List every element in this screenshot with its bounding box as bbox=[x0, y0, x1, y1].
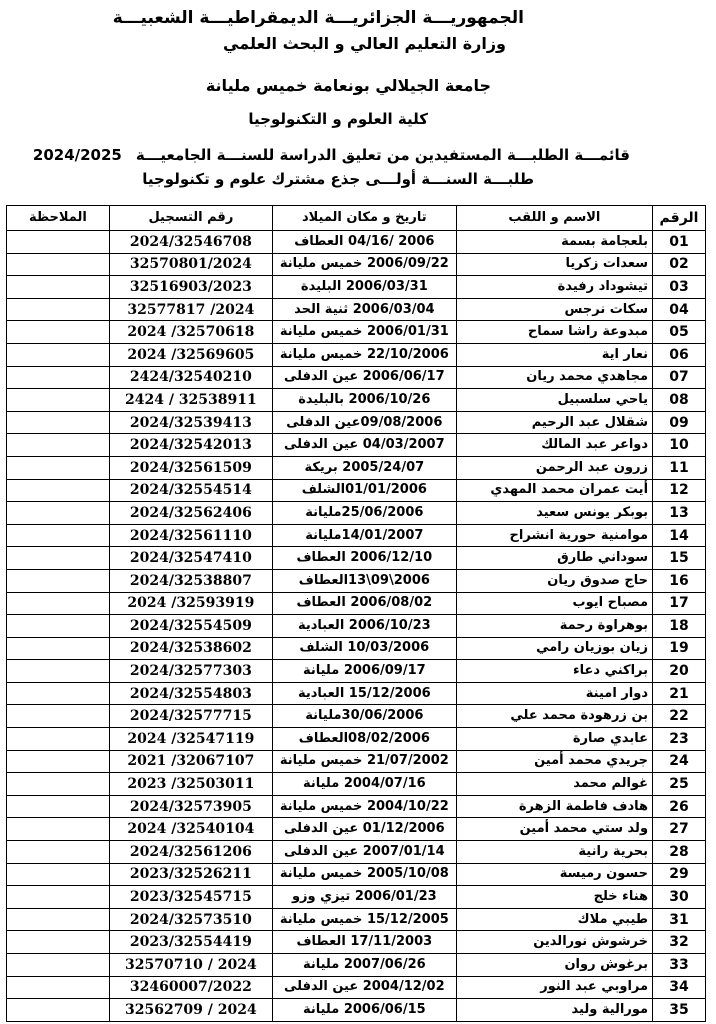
table-row bbox=[7, 750, 706, 773]
birth-date-place: 2004/10/22 خميس مليانة bbox=[272, 795, 456, 818]
note-cell bbox=[7, 456, 110, 479]
registration-number: 2024 /32540104 bbox=[109, 818, 272, 841]
note-cell bbox=[7, 479, 110, 502]
row-number: 12 bbox=[653, 479, 706, 502]
note-cell bbox=[7, 343, 110, 366]
birth-date-place: 14/01/2007مليانة bbox=[272, 524, 456, 547]
registration-number: 2024/32547410 bbox=[109, 547, 272, 570]
student-name: نعار اية bbox=[456, 343, 652, 366]
registration-number: 2023/32545715 bbox=[109, 886, 272, 909]
note-cell bbox=[7, 298, 110, 321]
row-number: 04 bbox=[653, 298, 706, 321]
list-subtitle: طلبـــة السنـــة أولـــى جذع مشترك علوم و تكنولوجيا bbox=[142, 170, 534, 188]
table-row bbox=[7, 456, 706, 479]
note-cell bbox=[7, 411, 110, 434]
birth-date-place: 2007/01/14 عين الدفلى bbox=[272, 841, 456, 864]
row-number: 11 bbox=[653, 456, 706, 479]
note-cell bbox=[7, 569, 110, 592]
faculty-title: كلية العلوم و التكنولوجيا bbox=[248, 110, 428, 128]
student-name: ياحي سلسبيل bbox=[456, 389, 652, 412]
registration-number: 2024/32542013 bbox=[109, 434, 272, 457]
birth-date-place: 17/11/2003 العطاف bbox=[272, 931, 456, 954]
student-name: سوداني طارق bbox=[456, 547, 652, 570]
birth-date-place: 01/01/2006الشلف bbox=[272, 479, 456, 502]
note-cell bbox=[7, 502, 110, 525]
header-registration: رقم التسجيل bbox=[109, 206, 272, 231]
registration-number: 2024/32554514 bbox=[109, 479, 272, 502]
registration-number: 32570710 / 2024 bbox=[109, 954, 272, 977]
row-number: 34 bbox=[653, 976, 706, 999]
table-row bbox=[7, 569, 706, 592]
table-row bbox=[7, 795, 706, 818]
row-number: 15 bbox=[653, 547, 706, 570]
birth-date-place: 30/06/2006مليانة bbox=[272, 705, 456, 728]
note-cell bbox=[7, 231, 110, 254]
table-row bbox=[7, 682, 706, 705]
row-number: 17 bbox=[653, 592, 706, 615]
student-name: براكني دعاء bbox=[456, 660, 652, 683]
table-row bbox=[7, 705, 706, 728]
student-name: حسون رميسة bbox=[456, 863, 652, 886]
table-row bbox=[7, 592, 706, 615]
birth-date-place: 2006/10/26 بالبليدة bbox=[272, 389, 456, 412]
note-cell bbox=[7, 954, 110, 977]
registration-number: 2023 /32503011 bbox=[109, 773, 272, 796]
registration-number: 2024/32561509 bbox=[109, 456, 272, 479]
row-number: 27 bbox=[653, 818, 706, 841]
note-cell bbox=[7, 795, 110, 818]
table-row bbox=[7, 818, 706, 841]
table-row bbox=[7, 863, 706, 886]
note-cell bbox=[7, 524, 110, 547]
registration-number: 32570801/2024 bbox=[109, 253, 272, 276]
row-number: 03 bbox=[653, 276, 706, 299]
note-cell bbox=[7, 976, 110, 999]
student-name: برغوش روان bbox=[456, 954, 652, 977]
table-row bbox=[7, 389, 706, 412]
student-name: سكات نرجس bbox=[456, 298, 652, 321]
row-number: 02 bbox=[653, 253, 706, 276]
note-cell bbox=[7, 931, 110, 954]
table-row bbox=[7, 366, 706, 389]
note-cell bbox=[7, 818, 110, 841]
table-row bbox=[7, 637, 706, 660]
student-name: ولد ستي محمد أمين bbox=[456, 818, 652, 841]
row-number: 06 bbox=[653, 343, 706, 366]
note-cell bbox=[7, 705, 110, 728]
row-number: 05 bbox=[653, 321, 706, 344]
table-row bbox=[7, 976, 706, 999]
student-name: غوالم محمد bbox=[456, 773, 652, 796]
row-number: 01 bbox=[653, 231, 706, 254]
header-number: الرقم bbox=[653, 206, 706, 231]
table-row bbox=[7, 321, 706, 344]
birth-date-place: 2006 /04/16 العطاف bbox=[272, 231, 456, 254]
student-name: حاج صدوق ريان bbox=[456, 569, 652, 592]
birth-date-place: 25/06/2006مليانة bbox=[272, 502, 456, 525]
birth-date-place: 04/03/2007 عين الدفلى bbox=[272, 434, 456, 457]
registration-number: 2024/32546708 bbox=[109, 231, 272, 254]
table-row bbox=[7, 524, 706, 547]
student-name: هادف فاطمة الزهرة bbox=[456, 795, 652, 818]
row-number: 35 bbox=[653, 999, 706, 1022]
header-note: الملاحظة bbox=[7, 206, 110, 231]
student-name: مبدوعة راشا سماح bbox=[456, 321, 652, 344]
birth-date-place: 2006/03/04 ثنية الحد bbox=[272, 298, 456, 321]
table-row bbox=[7, 231, 706, 254]
row-number: 13 bbox=[653, 502, 706, 525]
table-row bbox=[7, 886, 706, 909]
row-number: 19 bbox=[653, 637, 706, 660]
note-cell bbox=[7, 547, 110, 570]
table-row bbox=[7, 615, 706, 638]
birth-date-place: 08/02/2006العطاف bbox=[272, 728, 456, 751]
note-cell bbox=[7, 908, 110, 931]
student-name: بوبكر يونس سعيد bbox=[456, 502, 652, 525]
registration-number: 2024 /32569605 bbox=[109, 343, 272, 366]
birth-date-place: 2006/08/02 العطاف bbox=[272, 592, 456, 615]
registration-number: 2023/32526211 bbox=[109, 863, 272, 886]
student-name: مصباح ايوب bbox=[456, 592, 652, 615]
registration-number: 2024/32573905 bbox=[109, 795, 272, 818]
note-cell bbox=[7, 321, 110, 344]
row-number: 14 bbox=[653, 524, 706, 547]
student-name: بن زرهودة محمد علي bbox=[456, 705, 652, 728]
student-name: خرشوش نورالدين bbox=[456, 931, 652, 954]
row-number: 08 bbox=[653, 389, 706, 412]
table-row bbox=[7, 931, 706, 954]
student-name: بوهراوة رحمة bbox=[456, 615, 652, 638]
student-name: شقلال عبد الرحيم bbox=[456, 411, 652, 434]
registration-number: 2024 /32570618 bbox=[109, 321, 272, 344]
note-cell bbox=[7, 615, 110, 638]
table-row bbox=[7, 773, 706, 796]
ministry-title: وزارة التعليم العالي و البحث العلمي bbox=[223, 34, 506, 53]
birth-date-place: 2006/03/31 البليدة bbox=[272, 276, 456, 299]
registration-number: 32562709 / 2024 bbox=[109, 999, 272, 1022]
registration-number: 2024/32561110 bbox=[109, 524, 272, 547]
birth-date-place: 2006/10/23 العبادية bbox=[272, 615, 456, 638]
birth-date-place: 2006/09/17 مليانة bbox=[272, 660, 456, 683]
student-name: أيت عمران محمد المهدي bbox=[456, 479, 652, 502]
registration-number: 2024 /32547119 bbox=[109, 728, 272, 751]
note-cell bbox=[7, 276, 110, 299]
row-number: 22 bbox=[653, 705, 706, 728]
student-name: مراوبي عبد النور bbox=[456, 976, 652, 999]
student-name: مورالية وليد bbox=[456, 999, 652, 1022]
registration-number: 2024 /32593919 bbox=[109, 592, 272, 615]
student-name: موامنية حورية انشراح bbox=[456, 524, 652, 547]
republic-title: الجمهوريـــة الجزائريـــة الديمقراطيـــة الشعبيـــة bbox=[112, 8, 524, 28]
table-row bbox=[7, 954, 706, 977]
registration-number: 2024/32554509 bbox=[109, 615, 272, 638]
birth-date-place: 01/12/2006 عين الدفلى bbox=[272, 818, 456, 841]
note-cell bbox=[7, 434, 110, 457]
student-name: جريدي محمد أمين bbox=[456, 750, 652, 773]
birth-date-place: 21/07/2002 خميس مليانة bbox=[272, 750, 456, 773]
note-cell bbox=[7, 660, 110, 683]
table-row bbox=[7, 276, 706, 299]
registration-number: 32577817 /2024 bbox=[109, 298, 272, 321]
note-cell bbox=[7, 592, 110, 615]
row-number: 23 bbox=[653, 728, 706, 751]
registration-number: 32516903/2023 bbox=[109, 276, 272, 299]
table-row bbox=[7, 547, 706, 570]
registration-number: 2424/32540210 bbox=[109, 366, 272, 389]
registration-number: 32460007/2022 bbox=[109, 976, 272, 999]
student-name: هناء خلج bbox=[456, 886, 652, 909]
row-number: 21 bbox=[653, 682, 706, 705]
registration-number: 2024/32538602 bbox=[109, 637, 272, 660]
university-title: جامعة الجيلالي بونعامة خميس مليانة bbox=[205, 76, 491, 95]
table-row bbox=[7, 660, 706, 683]
row-number: 31 bbox=[653, 908, 706, 931]
student-name: زرون عبد الرحمن bbox=[456, 456, 652, 479]
birth-date-place: 09/08/2006عين الدفلى bbox=[272, 411, 456, 434]
birth-date-place: 2005/10/08 خميس مليانة bbox=[272, 863, 456, 886]
birth-date-place: 2006/06/15 مليانة bbox=[272, 999, 456, 1022]
registration-number: 2424 / 32538911 bbox=[109, 389, 272, 412]
birth-date-place: 22/10/2006 خميس مليانة bbox=[272, 343, 456, 366]
row-number: 10 bbox=[653, 434, 706, 457]
registration-number: 2024/32573510 bbox=[109, 908, 272, 931]
registration-number: 2024/32538807 bbox=[109, 569, 272, 592]
row-number: 07 bbox=[653, 366, 706, 389]
academic-year: 2024/2025 bbox=[32, 146, 122, 164]
row-number: 29 bbox=[653, 863, 706, 886]
birth-date-place: 15/12/2006 العبادية bbox=[272, 682, 456, 705]
row-number: 16 bbox=[653, 569, 706, 592]
birth-date-place: 2006/01/31 خميس مليانة bbox=[272, 321, 456, 344]
table-row bbox=[7, 253, 706, 276]
note-cell bbox=[7, 728, 110, 751]
student-name: زيان بوزيان رامي bbox=[456, 637, 652, 660]
table-row bbox=[7, 728, 706, 751]
table-row bbox=[7, 343, 706, 366]
birth-date-place: 2006/06/17 عين الدفلى bbox=[272, 366, 456, 389]
note-cell bbox=[7, 999, 110, 1022]
table-header-row bbox=[7, 206, 706, 231]
birth-date-place: 2004/12/02 عين الدفلى bbox=[272, 976, 456, 999]
student-name: عابدي صارة bbox=[456, 728, 652, 751]
note-cell bbox=[7, 886, 110, 909]
registration-number: 2024/32562406 bbox=[109, 502, 272, 525]
table-row bbox=[7, 841, 706, 864]
row-number: 20 bbox=[653, 660, 706, 683]
row-number: 30 bbox=[653, 886, 706, 909]
row-number: 25 bbox=[653, 773, 706, 796]
note-cell bbox=[7, 863, 110, 886]
table-row bbox=[7, 434, 706, 457]
header-name: الاسم و اللقب bbox=[456, 206, 652, 231]
list-title bbox=[33, 146, 630, 164]
table-row bbox=[7, 502, 706, 525]
table-row bbox=[7, 999, 706, 1022]
table-row bbox=[7, 908, 706, 931]
note-cell bbox=[7, 750, 110, 773]
birth-date-place: 2006/01/23 تيزي وزو bbox=[272, 886, 456, 909]
note-cell bbox=[7, 389, 110, 412]
note-cell bbox=[7, 773, 110, 796]
birth-date-place: 15/12/2005 خميس مليانة bbox=[272, 908, 456, 931]
student-name: دوار امينة bbox=[456, 682, 652, 705]
registration-number: 2024/32577303 bbox=[109, 660, 272, 683]
row-number: 26 bbox=[653, 795, 706, 818]
student-name: بلعجامة بسمة bbox=[456, 231, 652, 254]
student-name: بحرية رانية bbox=[456, 841, 652, 864]
registration-number: 2021 /32067107 bbox=[109, 750, 272, 773]
birth-date-place: 2006/09/22 خميس مليانة bbox=[272, 253, 456, 276]
row-number: 24 bbox=[653, 750, 706, 773]
registration-number: 2023/32554419 bbox=[109, 931, 272, 954]
note-cell bbox=[7, 637, 110, 660]
row-number: 18 bbox=[653, 615, 706, 638]
registration-number: 2024/32577715 bbox=[109, 705, 272, 728]
registration-number: 2024/32539413 bbox=[109, 411, 272, 434]
table-row bbox=[7, 411, 706, 434]
birth-date-place: 2007/06/26 مليانة bbox=[272, 954, 456, 977]
birth-date-place: 2004/07/16 مليانة bbox=[272, 773, 456, 796]
note-cell bbox=[7, 253, 110, 276]
list-title-text: قائمـــة الطلبـــة المستفيدين من تعليق الدراسة للسنـــة الجامعيـــة bbox=[135, 146, 630, 164]
registration-number: 2024/32561206 bbox=[109, 841, 272, 864]
row-number: 33 bbox=[653, 954, 706, 977]
student-name: طيبي ملاك bbox=[456, 908, 652, 931]
birth-date-place: 2006\09\13العطاف bbox=[272, 569, 456, 592]
row-number: 09 bbox=[653, 411, 706, 434]
note-cell bbox=[7, 366, 110, 389]
birth-date-place: 2005/24/07 بريكة bbox=[272, 456, 456, 479]
table-row bbox=[7, 479, 706, 502]
row-number: 28 bbox=[653, 841, 706, 864]
students-table bbox=[6, 205, 706, 1022]
birth-date-place: 10/03/2006 الشلف bbox=[272, 637, 456, 660]
student-name: تيشوداد رفيدة bbox=[456, 276, 652, 299]
table-row bbox=[7, 298, 706, 321]
row-number: 32 bbox=[653, 931, 706, 954]
birth-date-place: 2006/12/10 العطاف bbox=[272, 547, 456, 570]
student-name: دواعر عبد المالك bbox=[456, 434, 652, 457]
note-cell bbox=[7, 682, 110, 705]
student-name: مجاهدي محمد ريان bbox=[456, 366, 652, 389]
registration-number: 2024/32554803 bbox=[109, 682, 272, 705]
note-cell bbox=[7, 841, 110, 864]
header-birth: تاريخ و مكان الميلاد bbox=[272, 206, 456, 231]
student-name: سعدات زكريا bbox=[456, 253, 652, 276]
